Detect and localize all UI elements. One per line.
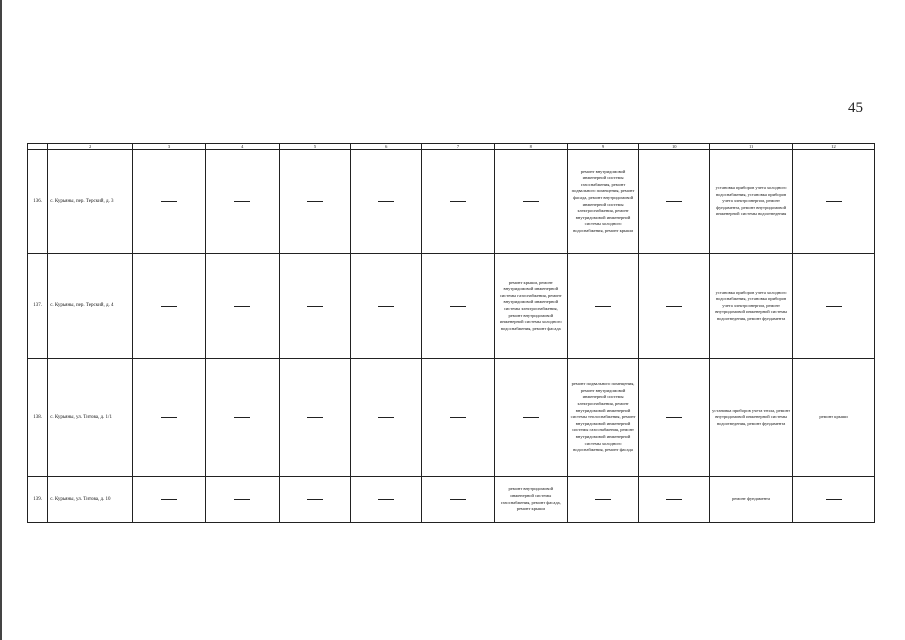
cell-repair-text: ремонт крыши	[793, 359, 875, 477]
cell-repair-text: установка приборов учета холодного водоснабжения, установка приборов учета электроэнергии, ремонт внутридомовой инженерной системы водоотведения, ремонт фундамента	[710, 254, 793, 359]
cell-dash	[279, 359, 351, 477]
cell-repair-text: ремонт внутридомовой инженерной системы газоснабжения, ремонт фасада, ремонт крыши	[494, 477, 567, 523]
cell-dash	[351, 150, 422, 254]
cell-dash	[205, 254, 279, 359]
cell-dash	[351, 477, 422, 523]
dash-mark	[161, 499, 177, 500]
dash-mark	[450, 499, 466, 500]
dash-mark	[161, 417, 177, 418]
dash-mark	[826, 306, 842, 307]
cell-repair-text: ремонт крыши, ремонт внутридомовой инженерной системы газоснабжения, ремонт внутридомовой инженерной системы электроснабжения, ремонт внутридомовой инженерной системы холодного водоснабжения, ремонт фасада	[494, 254, 567, 359]
page-edge-rule	[0, 0, 2, 640]
table-row	[28, 359, 875, 477]
dash-mark	[161, 306, 177, 307]
row-number: 138.	[28, 359, 48, 477]
row-number: 137.	[28, 254, 48, 359]
cell-dash	[793, 477, 875, 523]
cell-dash	[567, 254, 639, 359]
cell-dash	[351, 254, 422, 359]
cell-repair-text: установка приборов учета тепла, ремонт внутридомовой инженерной системы водоотведения, ремонт фундамента	[710, 359, 793, 477]
cell-dash	[422, 150, 495, 254]
col-header-8: 8	[494, 144, 567, 150]
col-header-12: 12	[793, 144, 875, 150]
col-header-2: 2	[48, 144, 133, 150]
cell-dash	[567, 477, 639, 523]
table-row	[28, 477, 875, 523]
cell-dash	[279, 150, 351, 254]
cell-dash	[205, 477, 279, 523]
repair-schedule-table	[27, 143, 875, 523]
cell-dash	[205, 359, 279, 477]
cell-dash	[133, 254, 206, 359]
cell-dash	[205, 150, 279, 254]
dash-mark	[450, 417, 466, 418]
dash-mark	[666, 306, 682, 307]
row-number: 136.	[28, 150, 48, 254]
dash-mark	[378, 306, 394, 307]
col-header-3: 3	[133, 144, 206, 150]
dash-mark	[450, 306, 466, 307]
col-header-11: 11	[710, 144, 793, 150]
col-header-10: 10	[639, 144, 710, 150]
dash-mark	[666, 499, 682, 500]
dash-mark	[307, 306, 323, 307]
dash-mark	[378, 499, 394, 500]
dash-mark	[595, 499, 611, 500]
col-header-7: 7	[422, 144, 495, 150]
dash-mark	[826, 499, 842, 500]
cell-dash	[639, 477, 710, 523]
dash-mark	[378, 417, 394, 418]
dash-mark	[523, 201, 539, 202]
cell-dash	[422, 254, 495, 359]
dash-mark	[378, 201, 394, 202]
col-header-9: 9	[567, 144, 639, 150]
col-header-4: 4	[205, 144, 279, 150]
row-address: с. Курьяны, пер. Терский, д. 3	[48, 150, 133, 254]
cell-dash	[494, 359, 567, 477]
dash-mark	[307, 201, 323, 202]
dash-mark	[450, 201, 466, 202]
cell-repair-text: ремонт подвального помещения, ремонт внутридомовой инженерной системы электроснабжения, ремонт внутридомовой инженерной системы теплоснабжения, ремонт внутридомовой инженерной системы газоснабжения, ремонт внутридомовой инженерной системы холодного водоснабжения, ремонт фасада	[567, 359, 639, 477]
table-row	[28, 254, 875, 359]
row-number: 139.	[28, 477, 48, 523]
col-header-6: 6	[351, 144, 422, 150]
dash-mark	[666, 201, 682, 202]
dash-mark	[666, 417, 682, 418]
dash-mark	[595, 306, 611, 307]
cell-dash	[351, 359, 422, 477]
cell-dash	[422, 359, 495, 477]
cell-dash	[279, 254, 351, 359]
cell-dash	[793, 150, 875, 254]
dash-mark	[234, 201, 250, 202]
page-number: 45	[848, 100, 863, 116]
dash-mark	[161, 201, 177, 202]
cell-dash	[639, 359, 710, 477]
dash-mark	[234, 499, 250, 500]
cell-dash	[279, 477, 351, 523]
cell-repair-text: ремонт внутридомовой инженерной системы газоснабжения, ремонт подвального помещения, ремонт фасада, ремонт внутридомовой инженерной системы электроснабжения, ремонт внутридомовой инженерной системы холодного водоснабжения, ремонт крыши	[567, 150, 639, 254]
col-header-5: 5	[279, 144, 351, 150]
cell-repair-text: ремонт фундамента	[710, 477, 793, 523]
cell-dash	[133, 477, 206, 523]
dash-mark	[307, 499, 323, 500]
cell-dash	[133, 359, 206, 477]
cell-dash	[639, 150, 710, 254]
cell-dash	[422, 477, 495, 523]
cell-dash	[793, 254, 875, 359]
cell-dash	[133, 150, 206, 254]
cell-dash	[639, 254, 710, 359]
dash-mark	[826, 201, 842, 202]
row-address: с. Курьяны, ул. Титова, д. 1/1	[48, 359, 133, 477]
dash-mark	[307, 417, 323, 418]
row-address: с. Курьяны, пер. Терский, д. 4	[48, 254, 133, 359]
table-row	[28, 150, 875, 254]
row-address: с. Курьяны, ул. Титова, д. 10	[48, 477, 133, 523]
dash-mark	[234, 306, 250, 307]
dash-mark	[234, 417, 250, 418]
dash-mark	[523, 417, 539, 418]
cell-dash	[494, 150, 567, 254]
cell-repair-text: установка приборов учета холодного водоснабжения, установка приборов учета электроэнергии, ремонт фундамента, ремонт внутридомовой инженерной системы водоотведения	[710, 150, 793, 254]
